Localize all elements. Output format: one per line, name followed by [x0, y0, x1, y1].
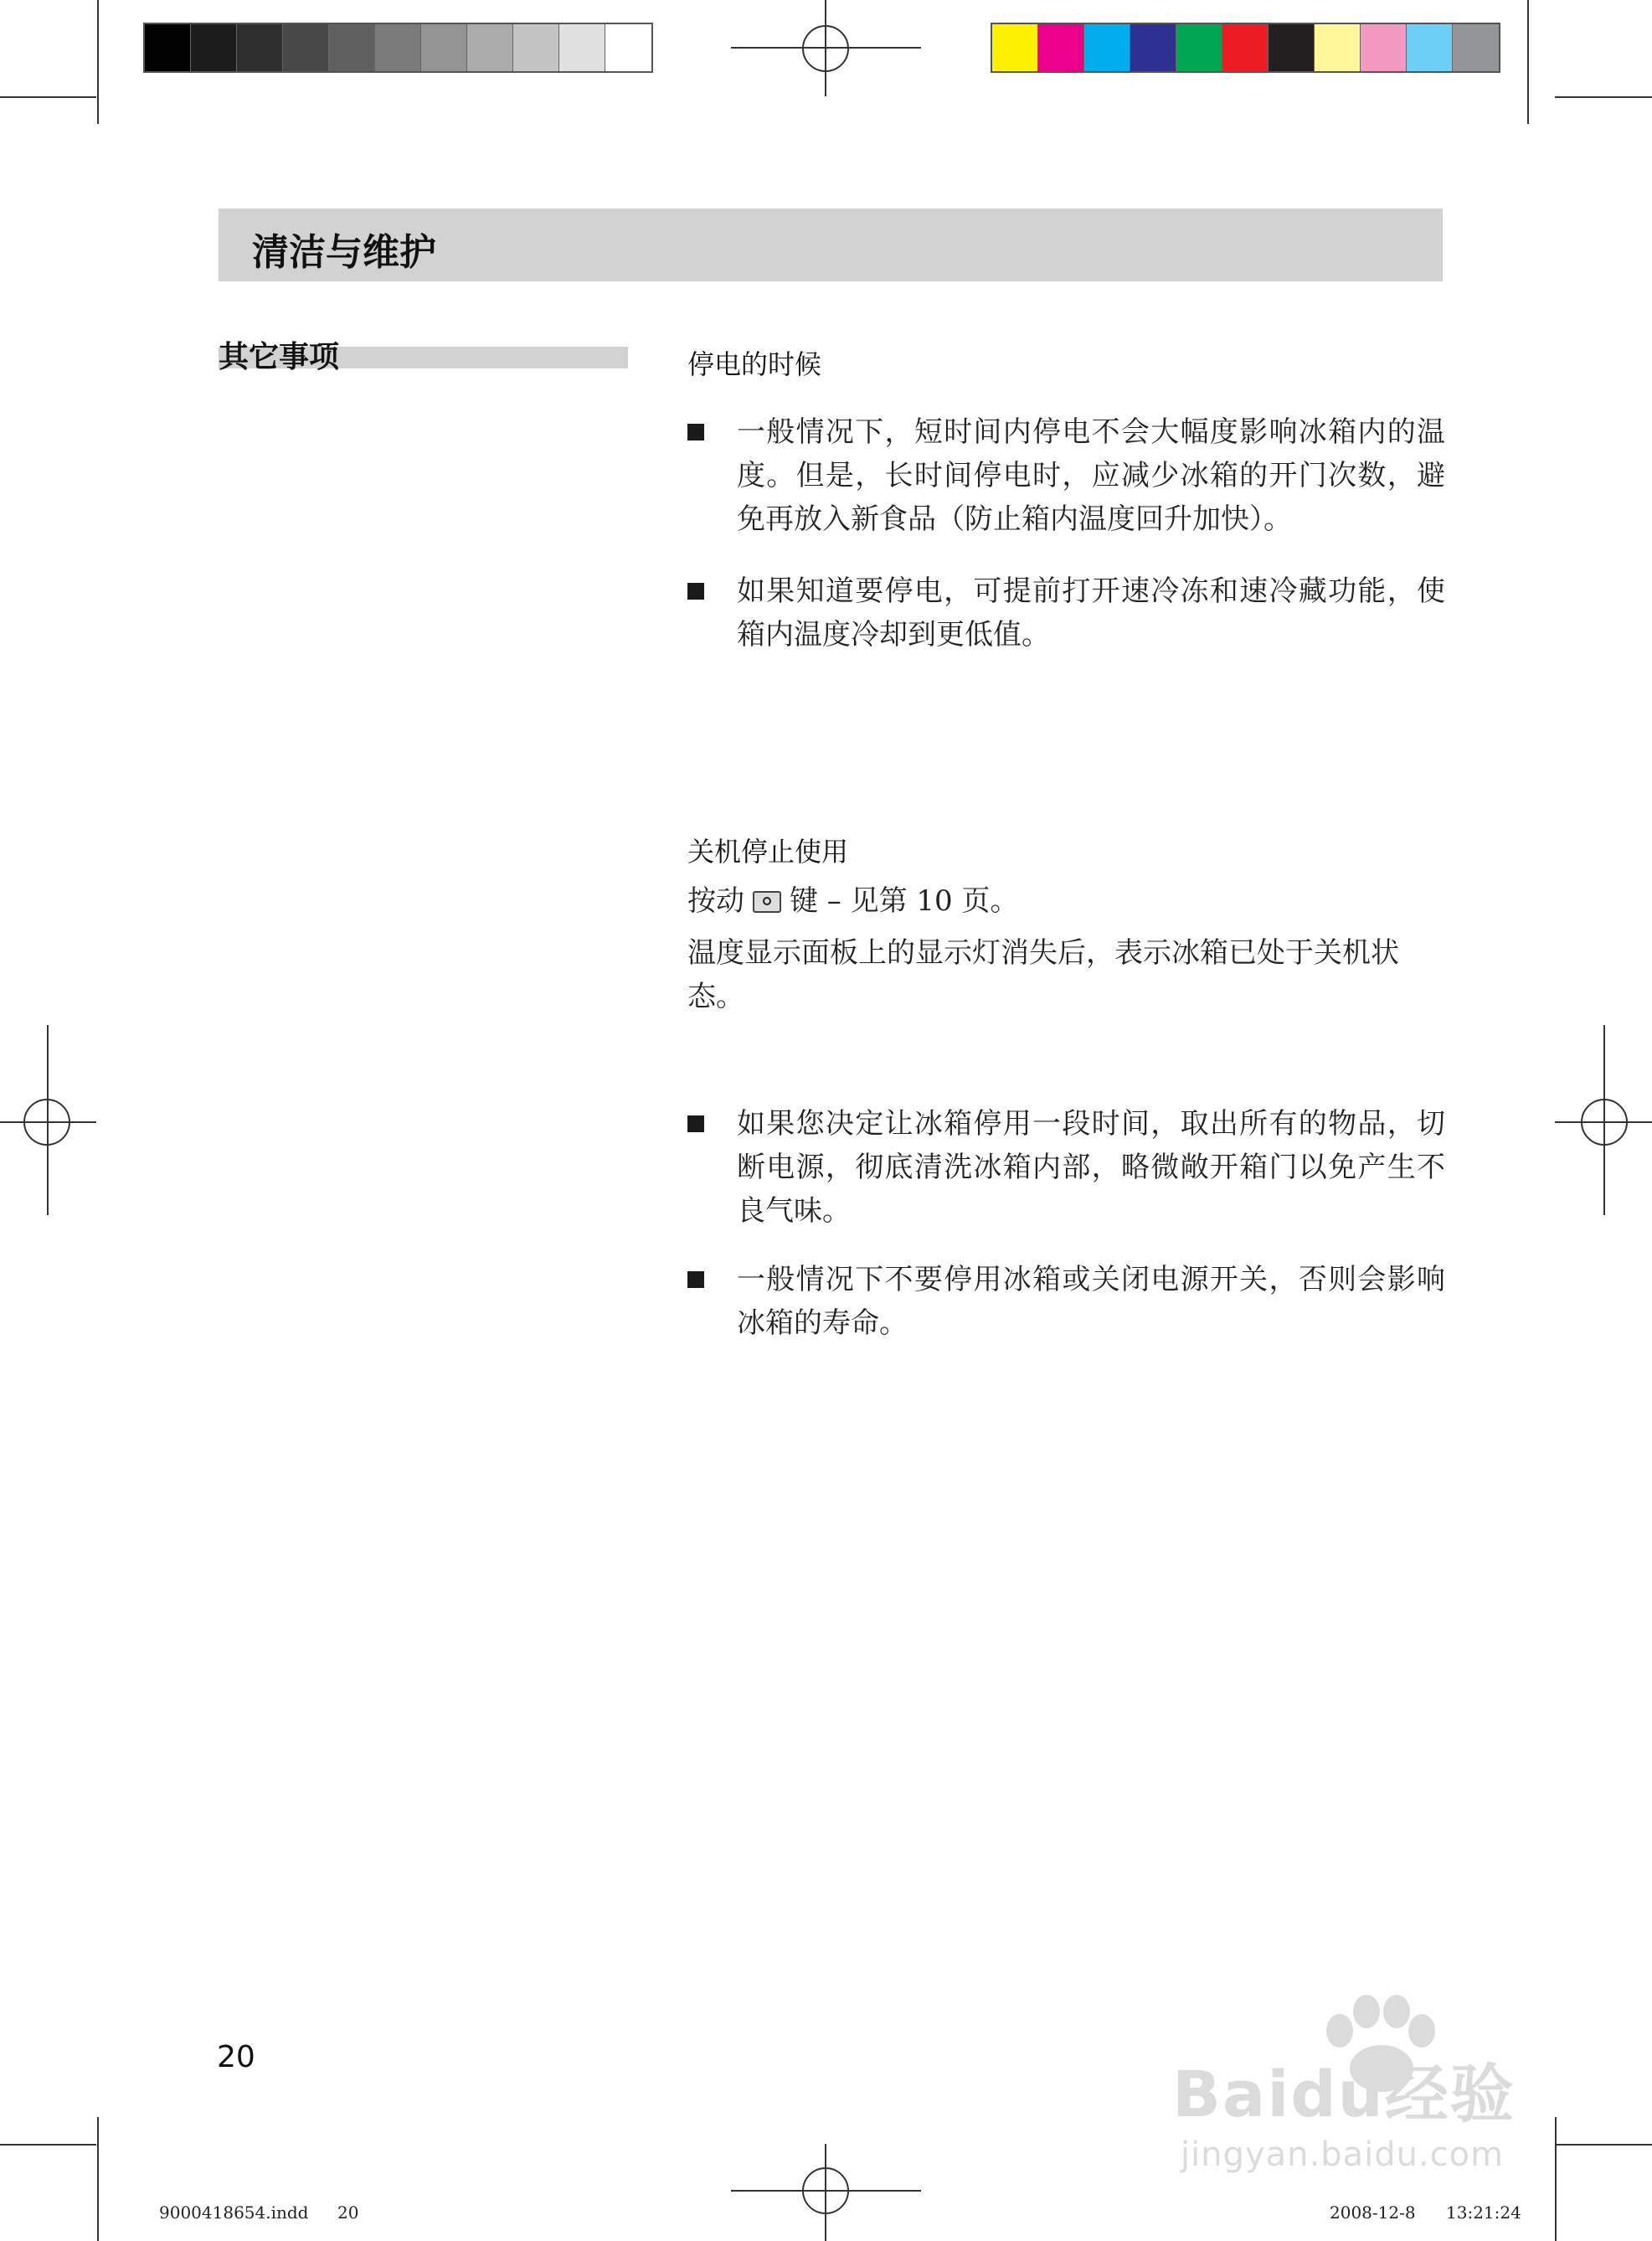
color-swatch — [421, 24, 467, 71]
slug-file: 9000418654.indd — [159, 2202, 309, 2223]
bullet-icon — [687, 424, 704, 440]
color-swatch — [467, 24, 513, 71]
color-swatch — [992, 24, 1038, 71]
color-swatch — [237, 24, 283, 71]
grayscale-bar — [143, 23, 653, 73]
watermark-main: Baidu经验 — [1172, 2057, 1516, 2131]
color-swatch — [375, 24, 421, 71]
bullet-text: 一般情况下不要停用冰箱或关闭电源开关，否则会影响冰箱的寿命。 — [737, 1263, 1445, 1340]
bullet-icon — [687, 583, 704, 600]
bullet-text: 一般情况下，短时间内停电不会大幅度影响冰箱内的温度。但是，长时间停电时，应减少冰箱的开门次数，避免再放入新食品（防止箱内温度回升加快）。 — [737, 415, 1445, 536]
color-swatch — [283, 24, 329, 71]
instruction-prefix: 按动 — [687, 884, 744, 918]
color-swatch — [1038, 24, 1084, 71]
slug-page: 20 — [337, 2202, 359, 2223]
color-swatch — [559, 24, 605, 71]
bullet-text: 如果您决定让冰箱停用一段时间，取出所有的物品，切断电源，彻底清洗冰箱内部，略微敞开箱门以免产生不良气味。 — [737, 1107, 1445, 1228]
list-item — [687, 410, 1445, 544]
section-header-band — [219, 209, 1443, 281]
page-number: 20 — [217, 2040, 255, 2074]
slug-time: 13:21:24 — [1446, 2202, 1521, 2223]
color-swatch — [1176, 24, 1222, 71]
color-swatch — [145, 24, 191, 71]
color-swatch — [1222, 24, 1269, 71]
list-item — [687, 1258, 1445, 1350]
instruction-line — [687, 879, 1445, 923]
bullet-icon — [687, 1271, 704, 1288]
list-item — [687, 569, 1445, 662]
baidu-watermark — [1172, 1993, 1557, 2194]
bullet-text: 如果知道要停电，可提前打开速冷冻和速冷藏功能，使箱内温度冷却到更低值。 — [737, 574, 1445, 652]
shutdown-note: 温度显示面板上的显示灯消失后，表示冰箱已处于关机状态。 — [687, 936, 1399, 1013]
instruction-suffix: 键 – 见第 10 页。 — [790, 884, 1019, 918]
color-swatch — [1130, 24, 1176, 71]
color-swatch — [1084, 24, 1130, 71]
color-swatch — [1453, 24, 1499, 71]
color-swatch — [191, 24, 237, 71]
section-heading-shutdown: 关机停止使用 — [687, 836, 849, 868]
power-key-icon — [753, 891, 781, 913]
color-swatch — [1361, 24, 1407, 71]
section-heading-power-outage: 停电的时候 — [687, 348, 822, 380]
color-swatch — [605, 24, 651, 71]
color-swatch — [1269, 24, 1315, 71]
color-swatch — [329, 24, 375, 71]
side-heading-text: 其它事项 — [219, 340, 340, 374]
side-heading — [219, 333, 628, 374]
color-swatch — [1315, 24, 1361, 71]
color-swatch — [1407, 24, 1453, 71]
slug-date: 2008-12-8 — [1330, 2202, 1416, 2223]
color-bar — [991, 23, 1500, 73]
bullet-icon — [687, 1115, 704, 1132]
page-title: 清洁与维护 — [252, 231, 436, 274]
watermark-url: jingyan.baidu.com — [1181, 2135, 1505, 2174]
list-item — [687, 1102, 1445, 1236]
color-swatch — [513, 24, 559, 71]
